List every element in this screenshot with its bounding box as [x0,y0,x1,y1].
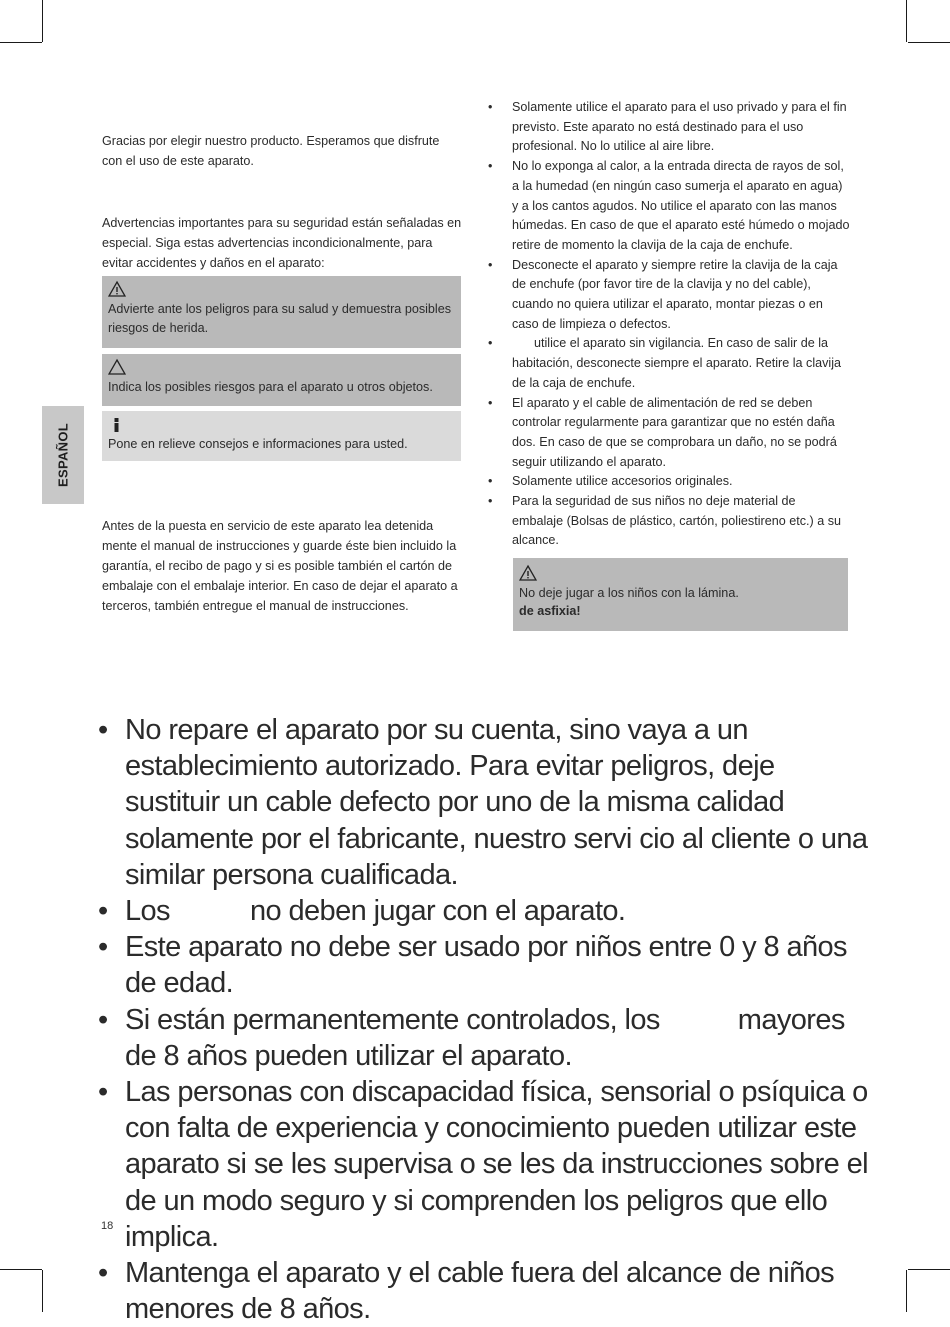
list-item: • Los no deben jugar con el aparato. [98,895,626,928]
warning-triangle-icon [519,564,842,584]
crop-mark [0,42,42,43]
list-item: • El aparato y el cable de alimentación de red se deben controlar regularmente para garantizar que no estén daña dos. En caso de que se comprobara un daño, no se podrá seguir utilizando el aparato. [488,395,837,469]
notice-warning-text: Advierte ante los peligros para su salud y demuestra posibles riesgos de herida. [108,302,452,335]
warning-triangle-icon [108,280,126,300]
list-item: • No lo exponga al calor, a la entrada directa de rayos de sol, a la humedad (en ningún caso sumerja el aparato en agua) y a los cantos agudos. No utilice el aparato con las manos húmedas. En caso de que el aparato esté húmedo o mojado retire de momento la clavija de la caja de enchufe. [488,159,850,252]
caution-triangle-icon [108,358,126,378]
list-item: • No repare el aparato por su cuenta, sino vaya a un establecimiento autorizado. Para evitar peligros, deje sustituir un cable defecto por uno de la misma calidad solamente por el fabricante, nuestro servi cio al cliente o una similar persona cualificada. [98,714,868,891]
info-icon [108,415,126,435]
notice-caution-text: Indica los posibles riesgos para el aparato u otros objetos. [108,380,433,394]
list-item: • Solamente utilice el aparato para el uso privado y para el fin previsto. Este aparato no está destinado para el uso profesional. No lo utilice al aire libre. [488,100,847,154]
language-tab [42,406,84,504]
large-safety-bullets [98,712,868,1327]
notice-info-text: Pone en relieve consejos e informaciones para usted. [108,437,408,451]
child-notice-bold: de asfixia! [519,604,581,618]
crop-mark [906,1270,907,1312]
notice-caution [102,354,461,406]
list-item: • Si están permanentemente controlados, los mayores de 8 años pueden utilizar el aparato. [98,1003,845,1072]
list-item: • Desconecte el aparato y siempre retire la clavija de la caja de enchufe (por favor tire de la clavija y no del cable), cuando no quiera utilizar el aparato, montar piezas o en caso de limpieza o defectos. [488,257,838,331]
warnings-intro-paragraph: Advertencias importantes para su seguridad están señaladas en especial. Siga estas advertencias incondicionalmente, para evitar accidentes y daños en el aparato: [102,216,462,270]
list-item: • Mantenga el aparato y el cable fuera del alcance de niños menores de 8 años. [98,1257,835,1326]
list-item: • Para la seguridad de sus niños no deje material de embalaje (Bolsas de plástico, cartón, poliestireno etc.) a su alcance. [488,494,842,548]
language-tab-label: ESPAÑOL [55,423,71,487]
list-item: • utilice el aparato sin vigilancia. En caso de salir de la habitación, desconecte siempre el aparato. Retire la clavija de la caja de enchufe. [488,336,842,390]
crop-mark [42,0,43,42]
crop-mark [0,1269,42,1270]
safety-bullets [488,98,850,551]
list-item: • Solamente utilice accesorios originales. [488,474,733,489]
crop-mark [42,1270,43,1312]
list-item: • Este aparato no debe ser usado por niños entre 0 y 8 años de edad. [98,931,847,1000]
before-use-paragraph: Antes de la puesta en servicio de este aparato lea detenida mente el manual de instrucciones y guarde éste bien incluido la garantía, el recibo de pago y si es posible también el cartón de embalaje con el embalaje interior. En caso de dejar el aparato a terceros, también entregue el manual de instrucciones. [102,519,458,613]
notice-info [102,411,461,461]
list-item: • Las personas con discapacidad física, sensorial o psíquica o con falta de experiencia y conocimiento pueden utilizar este aparato si se les supervisa o se les da instrucciones sobre el de un modo seguro y si comprenden los peligros que ello implica. [98,1076,868,1253]
child-safety-notice [513,558,848,631]
intro-paragraph: Gracias por elegir nuestro producto. Esperamos que disfrute con el uso de este aparato. [102,134,440,168]
page-number: 18 [101,1220,114,1232]
crop-mark [908,42,950,43]
child-notice-text: No deje jugar a los niños con la lámina. [519,586,739,600]
crop-mark [906,0,907,42]
notice-warning [102,276,461,348]
crop-mark [908,1269,950,1270]
